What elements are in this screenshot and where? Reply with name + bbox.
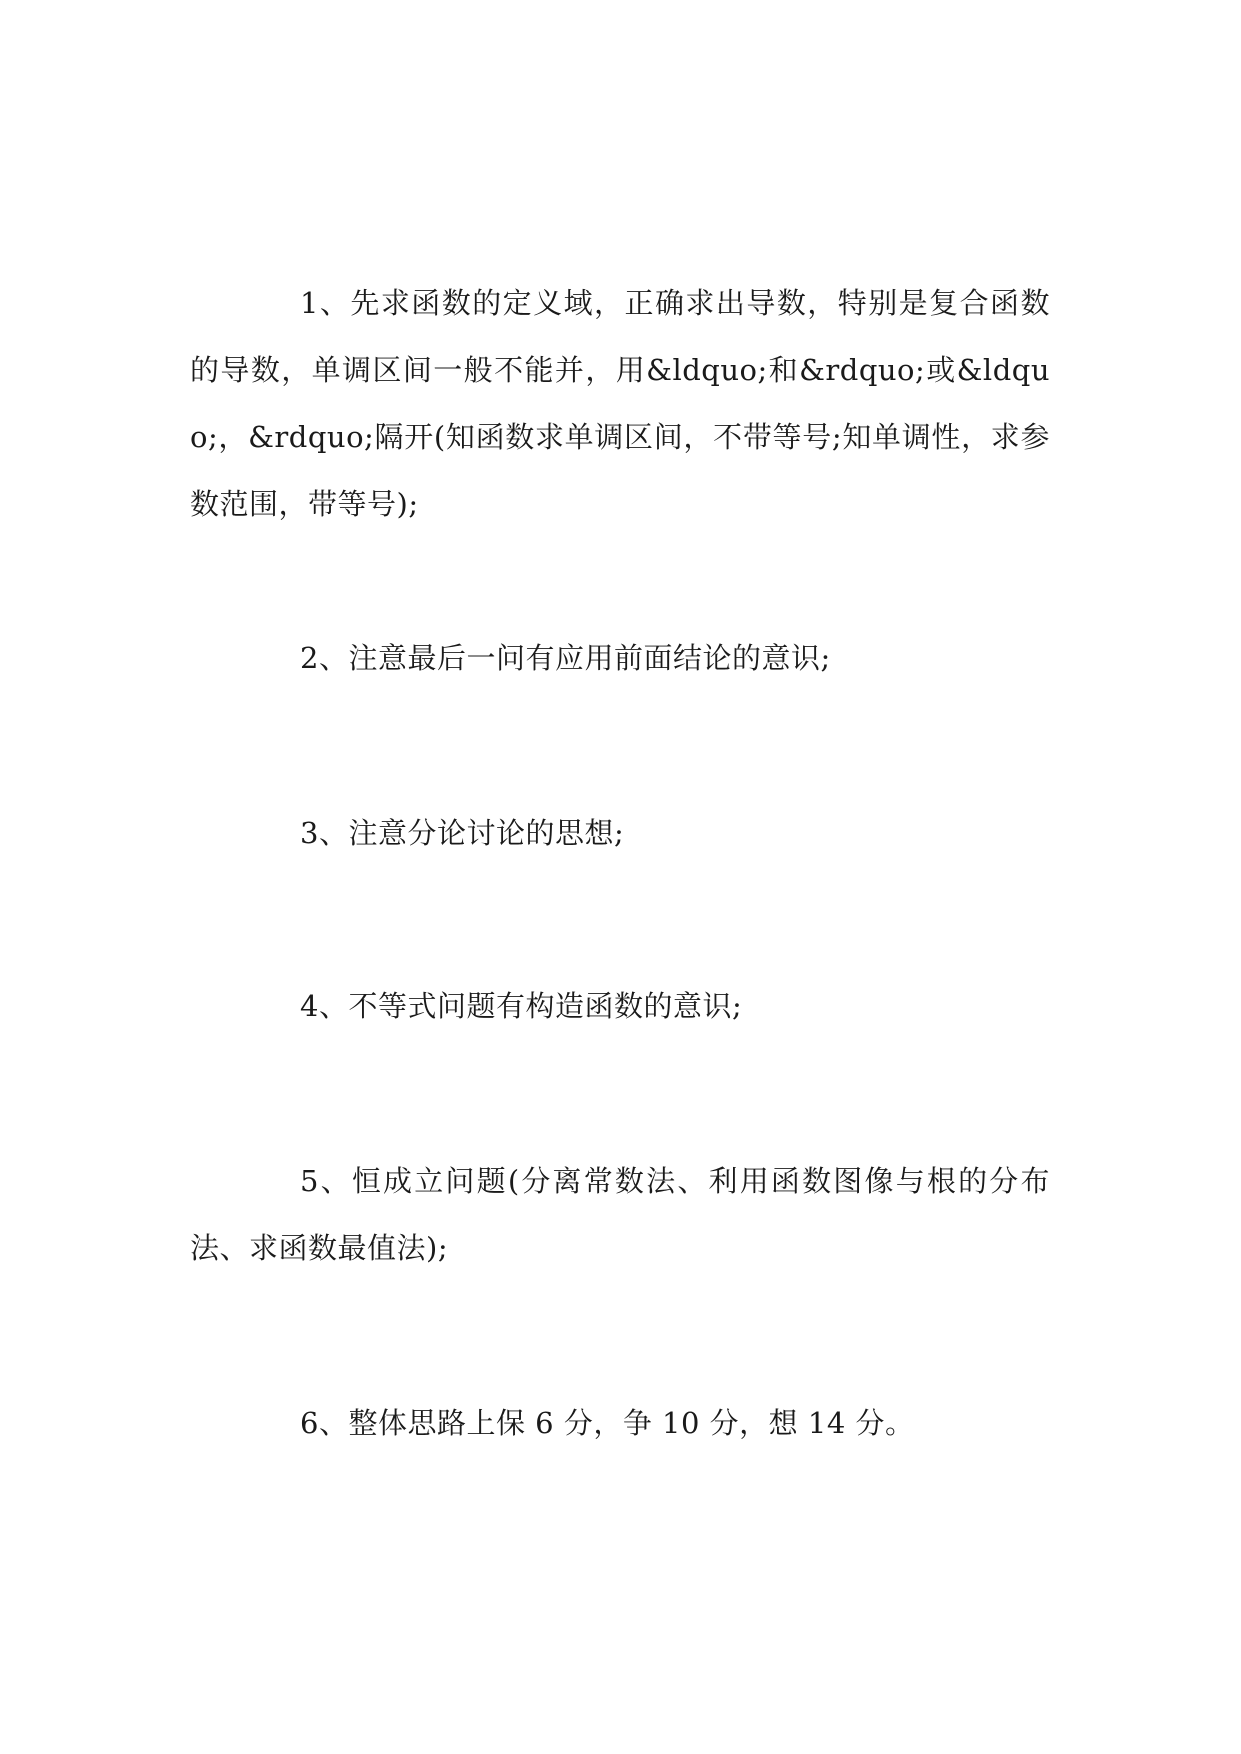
paragraph-3: 3、注意分论讨论的思想; [300,816,625,850]
paragraph-5: 5、恒成立问题(分离常数法、利用函数图像与根的分布法、求函数最值法); [190,1164,1050,1265]
paragraph-6: 6、整体思路上保 6 分，争 10 分，想 14 分。 [300,1406,915,1440]
paragraph-1: 1、先求函数的定义域，正确求出导数，特别是复合函数的导数，单调区间一般不能并，用&ldquo;和&rdquo;或&ldquo;，&rdquo;隔开(知函数求单调区间，不带等号;知单调性，求参数范围，带等号); [190,286,1050,521]
paragraph-4: 4、不等式问题有构造函数的意识; [300,989,743,1023]
paragraph-2: 2、注意最后一问有应用前面结论的意识; [300,641,831,675]
